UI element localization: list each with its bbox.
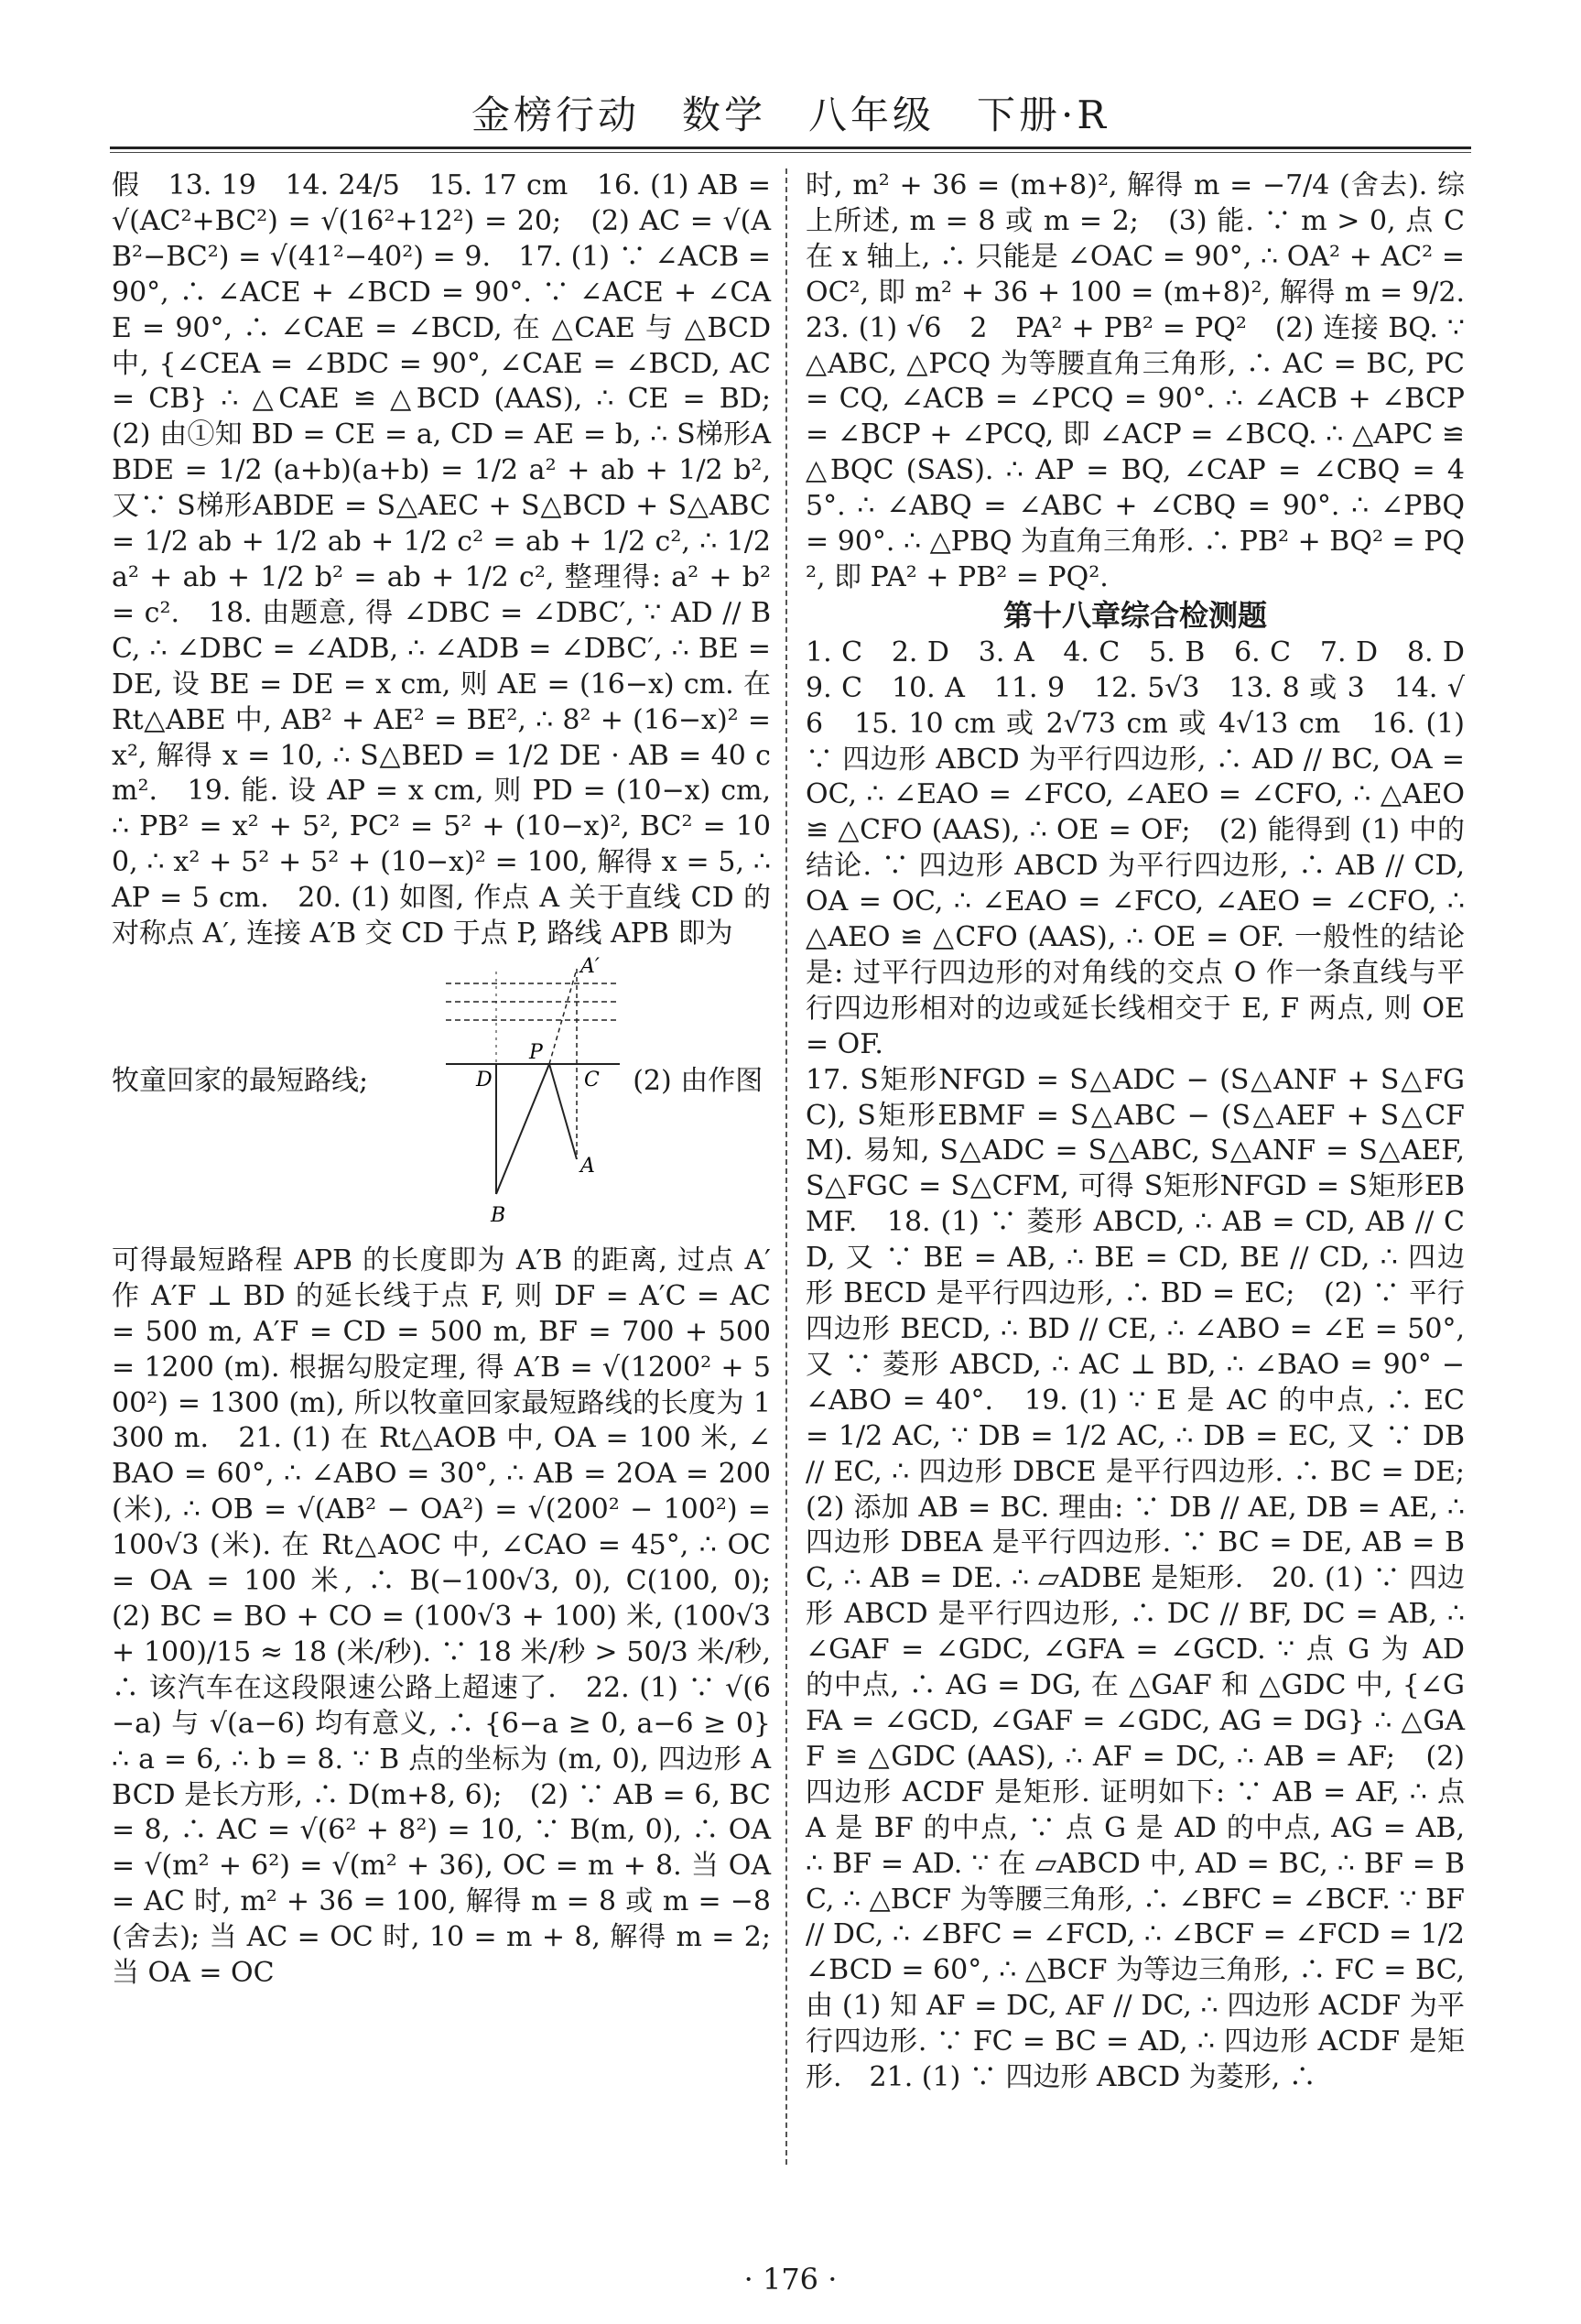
left-column-text-1: 假 13. 19 14. 24/5 15. 17 cm 16. (1) AB = √(AC²+BC²) = √(16²+12²) = 20; (2) AC = √(AB²−BC²) = √(41²−40²) = 9. 17. (1) ∵ ∠ACB = 90°, ∴ ∠ACE + ∠BCD = 90°. ∵ ∠ACE + ∠CAE = 90°, ∴ ∠CAE = ∠BCD, 在 △CAE 与 △BCD 中, {∠CEA = ∠BDC = 90°, ∠CAE = ∠BCD, AC = CB} ∴ △CAE ≌ △BCD (AAS), ∴ CE = BD; (2) 由①知 BD = CE = a, CD = AE = b, ∴ S梯形ABDE = 1/2 (a+b)(a+b) = 1/2 a² + ab + 1/2 b², 又∵ S梯形ABDE = S△AEC + S△BCD + S△ABC = 1/2 ab + 1/2 ab + 1/2 c² = ab + 1/2 c², ∴ 1/2 a² + ab + 1/2 b² = ab + 1/2 c², 整理得: a² + b² = c². 18. 由题意, 得 ∠DBC = ∠DBC′, ∵ AD // BC, ∴ ∠DBC = ∠ADB, ∴ ∠ADB = ∠DBC′, ∴ BE = DE, 设 BE = DE = x cm, 则 AE = (16−x) cm. 在 Rt△ABE 中, AB² + AE² = BE², ∴ 8² + (16−x)² = x², 解得 x = 10, ∴ S△BED = 1/2 DE · AB = 40 cm². 19. 能. 设 AP = x cm, 则 PD = (10−x) cm, ∴ PB² = x² + 5², PC² = 5² + (10−x)², BC² = 100, ∴ x² + 5² + 5² + (10−x)² = 100, 解得 x = 5, ∴ AP = 5 cm. 20. (1) 如图, 作点 A 关于直线 CD 的对称点 A′, 连接 A′B 交 CD 于点 P, 路线 APB 即为: [112, 169, 798, 950]
right-column: [806, 168, 1492, 2096]
label-a: A: [580, 1154, 595, 1178]
label-p: P: [529, 1040, 543, 1064]
chapter-title: 第十八章综合检测题: [1002, 597, 1267, 633]
right-column-text-1: 时, m² + 36 = (m+8)², 解得 m = −7/4 (舍去). 综上所述, m = 8 或 m = 2; (3) 能. ∵ m > 0, 点 C 在 x 轴上, ∴ 只能是 ∠OAC = 90°, ∴ OA² + AC² = OC², 即 m² + 36 + 100 = (m+8)², 解得 m = 9/2. 23. (1) √6 2 PA² + PB² = PQ² (2) 连接 BQ. ∵ △ABC, △PCQ 为等腰直角三角形, ∴ AC = BC, PC = CQ, ∠ACB = ∠PCQ = 90°. ∴ ∠ACB + ∠BCP = ∠BCP + ∠PCQ, 即 ∠ACP = ∠BCQ. ∴ △APC ≌ △BQC (SAS). ∴ AP = BQ, ∠CAP = ∠CBQ = 45°. ∴ ∠ABQ = ∠ABC + ∠CBQ = 90°. ∴ ∠PBQ = 90°. ∴ △PBQ 为直角三角形. ∴ PB² + BQ² = PQ², 即 PA² + PB² = PQ².: [806, 169, 1492, 593]
header-rule-thin: [110, 152, 1471, 153]
segment-pa: [549, 1064, 577, 1159]
column-divider: [785, 168, 787, 2165]
label-a-prime: A′: [580, 955, 600, 978]
left-column: [112, 168, 798, 1992]
figure-caption-right: (2) 由作图: [633, 1064, 763, 1097]
left-column-text-2: 可得最短路程 APB 的长度即为 A′B 的距离, 过点 A′ 作 A′F ⊥ BD 的延长线于点 F, 则 DF = A′C = AC = 500 m, A′F = CD = 500 m, BF = 700 + 500 = 1200 (m). 根据勾股定理, 得 A′B = √(1200² + 500²) = 1300 (m), 所以牧童回家最短路线的长度为 1300 m. 21. (1) 在 Rt△AOB 中, OA = 100 米, ∠BAO = 60°, ∴ ∠ABO = 30°, ∴ AB = 2OA = 200 (米), ∴ OB = √(AB² − OA²) = √(200² − 100²) = 100√3 (米). 在 Rt△AOC 中, ∠CAO = 45°, ∴ OC = OA = 100 米, ∴ B(−100√3, 0), C(100, 0); (2) BC = BO + CO = (100√3 + 100) 米, (100√3 + 100)/15 ≈ 18 (米/秒). ∵ 18 米/秒 > 50/3 米/秒, ∴ 该汽车在这段限速公路上超速了. 22. (1) ∵ √(6−a) 与 √(a−6) 均有意义, ∴ {6−a ≥ 0, a−6 ≥ 0} ∴ a = 6, ∴ b = 8. ∵ B 点的坐标为 (m, 0), 四边形 ABCD 是长方形, ∴ D(m+8, 6); (2) ∵ AB = 6, BC = 8, ∴ AC = √(6² + 8²) = 10, ∵ B(m, 0), ∴ OA = √(m² + 6²) = √(m² + 36), OC = m + 8. 当 OA = AC 时, m² + 36 = 100, 解得 m = 8 或 m = −8 (舍去); 当 AC = OC 时, 10 = m + 8, 解得 m = 2; 当 OA = OC: [112, 1243, 798, 1990]
shortest-path-diagram: [441, 956, 624, 1240]
label-c: C: [584, 1068, 600, 1091]
header-rule: [110, 147, 1471, 149]
page-number: · 176 ·: [743, 2262, 838, 2297]
right-column-text-3: 17. S矩形NFGD = S△ADC − (S△ANF + S△FGC), S矩形EBMF = S△ABC − (S△AEF + S△CFM). 易知, S△ADC = S△ABC, S△ANF = S△AEF, S△FGC = S△CFM, 可得 S矩形NFGD = S矩形EBMF. 18. (1) ∵ 菱形 ABCD, ∴ AB = CD, AB // CD, 又 ∵ BE = AB, ∴ BE = CD, BE // CD, ∴ 四边形 BECD 是平行四边形, ∴ BD = EC; (2) ∵ 平行四边形 BECD, ∴ BD // CE, ∴ ∠ABO = ∠E = 50°, 又 ∵ 菱形 ABCD, ∴ AC ⊥ BD, ∴ ∠BAO = 90° − ∠ABO = 40°. 19. (1) ∵ E 是 AC 的中点, ∴ EC = 1/2 AC, ∵ DB = 1/2 AC, ∴ DB = EC, 又 ∵ DB // EC, ∴ 四边形 DBCE 是平行四边形. ∴ BC = DE; (2) 添加 AB = BC. 理由: ∵ DB // AE, DB = AE, ∴ 四边形 DBEA 是平行四边形. ∵ BC = DE, AB = BC, ∴ AB = DE. ∴ ▱ADBE 是矩形. 20. (1) ∵ 四边形 ABCD 是平行四边形, ∴ DC // BF, DC = AB, ∴ ∠GAF = ∠GDC, ∠GFA = ∠GCD. ∵ 点 G 为 AD 的中点, ∴ AG = DG, 在 △GAF 和 △GDC 中, {∠GFA = ∠GCD, ∠GAF = ∠GDC, AG = DG} ∴ △GAF ≌ △GDC (AAS), ∴ AF = DC, ∴ AB = AF; (2) 四边形 ACDF 是矩形. 证明如下: ∵ AB = AF, ∴ 点 A 是 BF 的中点, ∵ 点 G 是 AD 的中点, AG = AB, ∴ BF = AD. ∵ 在 ▱ABCD 中, AD = BC, ∴ BF = BC, ∴ △BCF 为等腰三角形, ∴ ∠BFC = ∠BCF. ∵ BF // DC, ∴ ∠BFC = ∠FCD, ∴ ∠BCF = ∠FCD = 1/2 ∠BCD = 60°, ∴ △BCF 为等边三角形, ∴ FC = BC, 由 (1) 知 AF = DC, AF // DC, ∴ 四边形 ACDF 为平行四边形. ∵ FC = BC = AD, ∴ 四边形 ACDF 是矩形. 21. (1) ∵ 四边形 ABCD 为菱形, ∴: [806, 1063, 1492, 2094]
shortest-path-figure: [112, 956, 771, 1240]
page-header-title: 金榜行动 数学 八年级 下册·R: [471, 92, 1110, 137]
segment-pa-prime: [549, 969, 577, 1064]
right-column-text-2: 1. C 2. D 3. A 4. C 5. B 6. C 7. D 8. D 9. C 10. A 11. 9 12. 5√3 13. 8 或 3 14. √6 15. 10 cm 或 2√73 cm 或 4√13 cm 16. (1) ∵ 四边形 ABCD 为平行四边形, ∴ AD // BC, OA = OC, ∴ ∠EAO = ∠FCO, ∠AEO = ∠CFO, ∴ △AEO ≌ △CFO (AAS), ∴ OE = OF; (2) 能得到 (1) 中的结论. ∵ 四边形 ABCD 为平行四边形, ∴ AB // CD, OA = OC, ∴ ∠EAO = ∠FCO, ∠AEO = ∠CFO, ∴ △AEO ≌ △CFO (AAS), ∴ OE = OF. 一般性的结论是: 过平行四边形的对角线的交点 O 作一条直线与平行四边形相对的边或延长线相交于 E, F 两点, 则 OE = OF.: [806, 635, 1492, 1060]
label-b: B: [491, 1203, 506, 1227]
segment-bp: [496, 1064, 549, 1194]
label-d: D: [476, 1068, 493, 1091]
figure-caption-left: 牧童回家的最短路线;: [112, 1064, 369, 1097]
